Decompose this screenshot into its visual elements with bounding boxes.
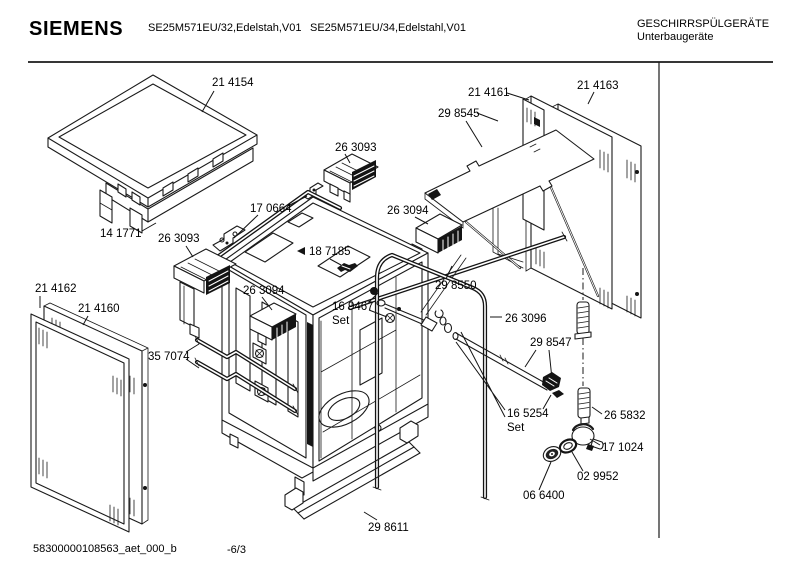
part-label-187185: 18 7185: [309, 246, 351, 258]
part-label-265832: 26 5832: [604, 410, 646, 422]
worktop-panel-214154: [48, 75, 257, 207]
part-label-298545: 29 8545: [438, 108, 480, 120]
part-label-029952: 02 9952: [577, 471, 619, 483]
appliance-category: GESCHIRRSPÜLGERÄTE: [637, 18, 770, 30]
appliance-subcategory: Unterbaugeräte: [637, 31, 714, 43]
part-label-169467-set: Set: [332, 315, 350, 327]
siemens-logo: SIEMENS: [29, 18, 124, 40]
footer: [33, 543, 246, 556]
part-label-298550: 29 8550: [435, 280, 477, 292]
part-label-214154: 21 4154: [212, 77, 254, 89]
part-label-066400: 06 6400: [523, 490, 565, 502]
part-label-298611: 29 8611: [368, 522, 409, 534]
part-label-214162: 21 4162: [35, 283, 77, 295]
part-label-170664: 17 0664: [250, 203, 292, 215]
part-label-169467: 16 9467: [332, 301, 374, 313]
part-label-263096: 26 3096: [505, 313, 547, 325]
part-label-214160: 21 4160: [78, 303, 120, 315]
part-label-263094-right: 26 3094: [387, 205, 429, 217]
model-variant-left: SE25M571EU/32,Edelstah,V01: [148, 22, 302, 34]
part-label-263093-left: 26 3093: [158, 233, 200, 245]
part-label-171024: 17 1024: [602, 442, 644, 454]
part-label-263093-top: 26 3093: [335, 142, 377, 154]
document-id: 58300000108563_aet_000_b: [33, 543, 177, 555]
part-label-214163: 21 4163: [577, 80, 619, 92]
part-label-298547: 29 8547: [530, 337, 572, 349]
part-label-357074: 35 7074: [148, 351, 190, 363]
part-label-263094-tub: 26 3094: [243, 285, 285, 297]
part-label-214161: 21 4161: [468, 87, 510, 99]
part-label-165254: 16 5254: [507, 408, 549, 420]
part-label-165254-set: Set: [507, 422, 525, 434]
latch-module-263093-top: [324, 154, 378, 202]
part-label-141771: 14 1771: [100, 228, 142, 240]
page-reference: -6/3: [227, 544, 246, 556]
header: [29, 18, 769, 43]
model-variant-right: SE25M571EU/34,Edelstahl,V01: [310, 22, 466, 34]
